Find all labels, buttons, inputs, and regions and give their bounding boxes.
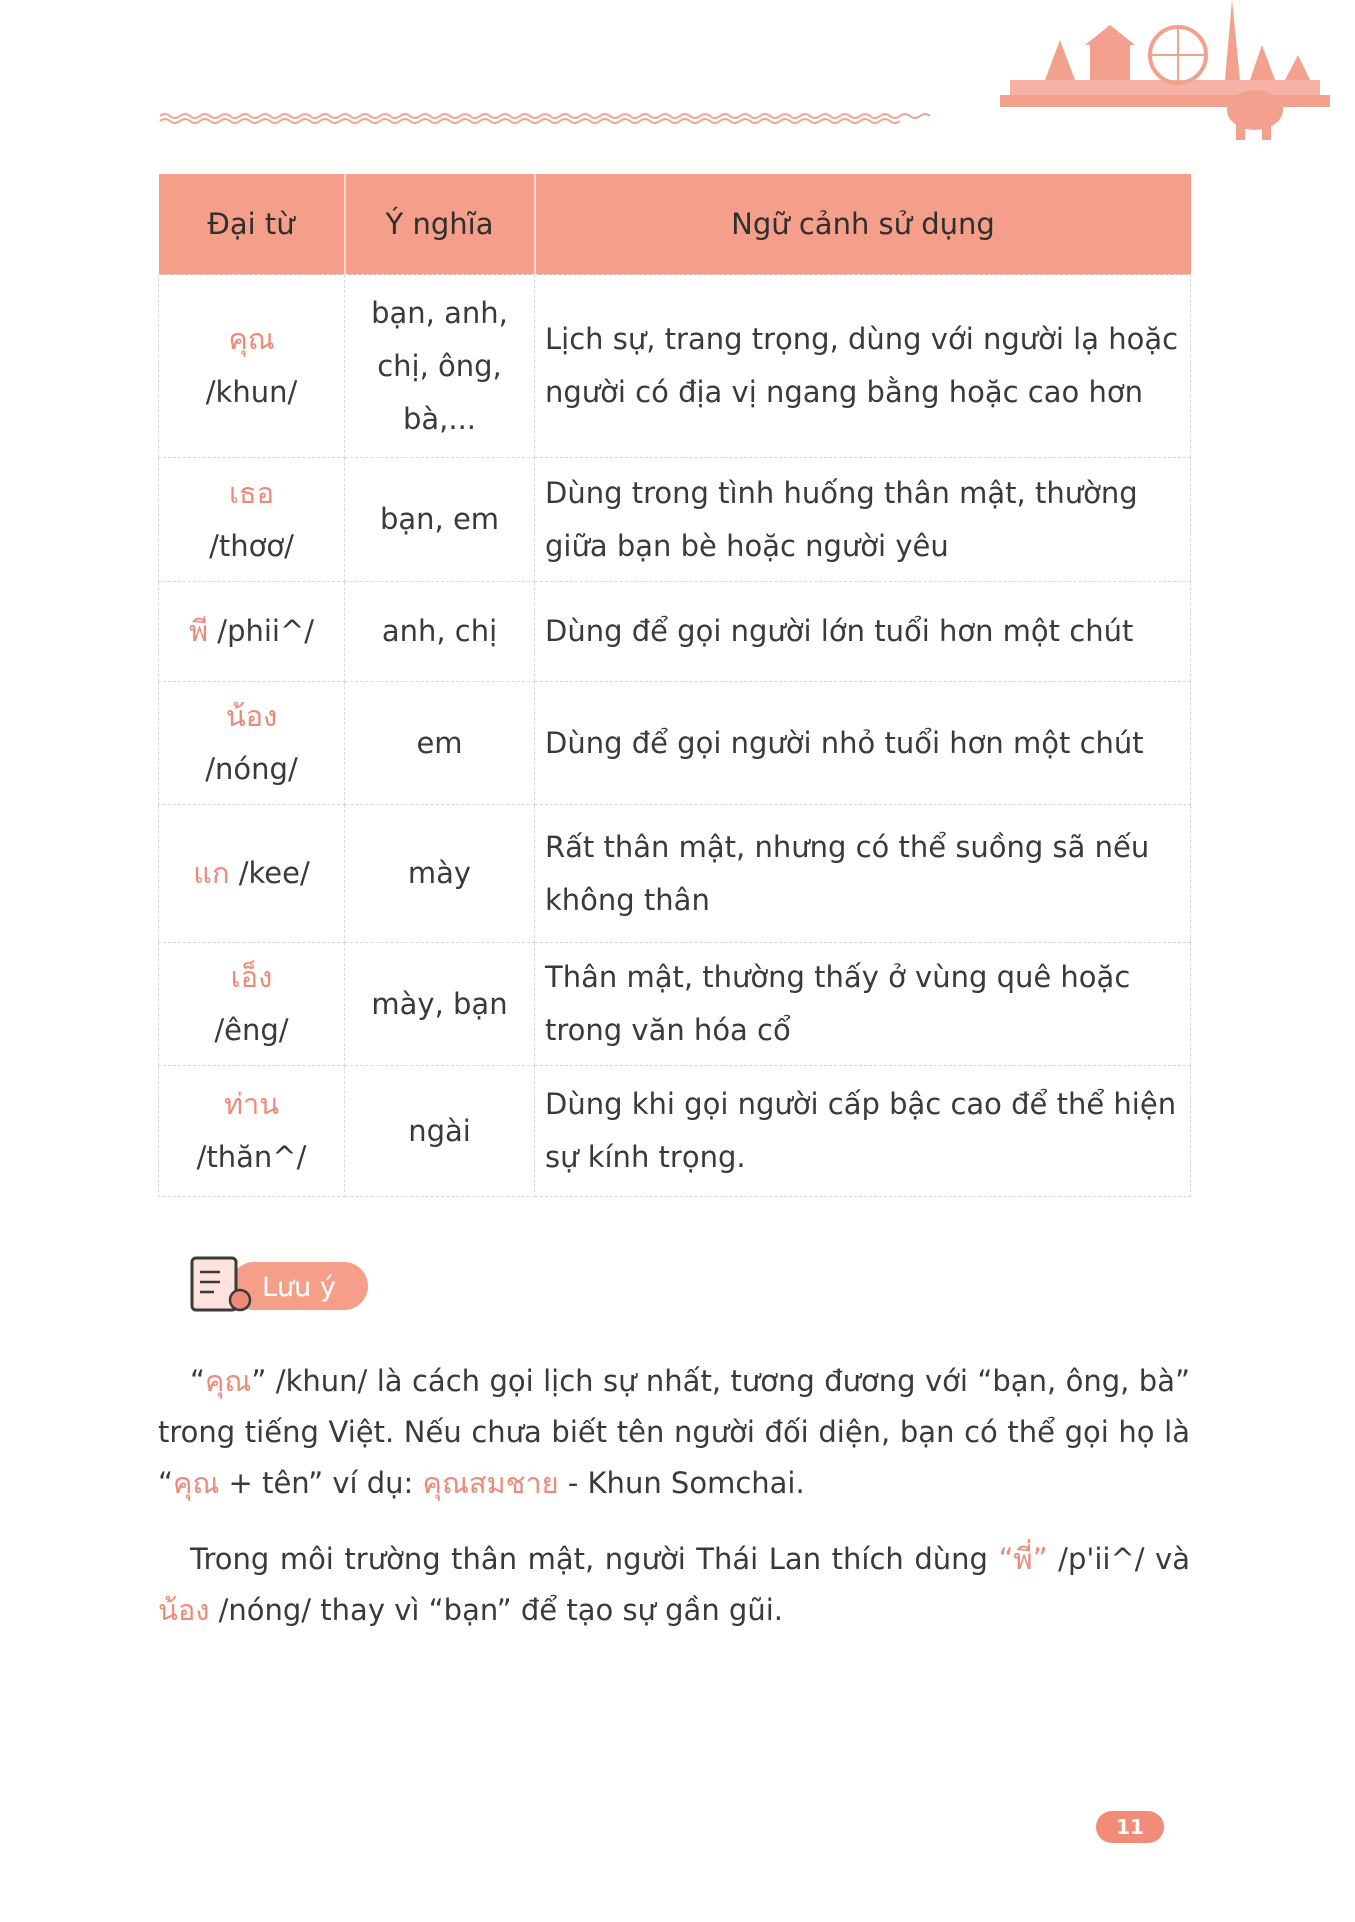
page-number: 11 xyxy=(1096,1811,1164,1843)
thai-pronoun: คุณ xyxy=(228,322,275,356)
header-context: Ngữ cảnh sử dụng xyxy=(535,174,1191,275)
table-header-row xyxy=(159,174,1191,275)
header-meaning: Ý nghĩa xyxy=(345,174,535,275)
pronoun-cell xyxy=(159,458,345,582)
table-row xyxy=(159,275,1191,458)
context-cell: Dùng trong tình huống thân mật, thường giữa bạn bè hoặc người yêu xyxy=(535,458,1191,582)
thai-pronoun: เอ็ง xyxy=(230,960,273,994)
p2-text-3: /nóng/ thay vì “bạn” để tạo sự gần gũi. xyxy=(209,1593,783,1627)
header-decoration xyxy=(0,0,1355,150)
header-pronoun: Đại từ xyxy=(159,174,345,275)
meaning-cell: bạn, anh, chị, ông, bà,... xyxy=(345,275,535,458)
romanization: /nóng/ xyxy=(205,752,298,786)
meaning-cell: ngài xyxy=(345,1066,535,1197)
romanization: /kee/ xyxy=(238,856,310,890)
table-row xyxy=(159,943,1191,1066)
meaning-cell: mày xyxy=(345,805,535,943)
context-cell: Dùng để gọi người nhỏ tuổi hơn một chút xyxy=(535,682,1191,805)
thai-pronoun: แก xyxy=(193,856,230,890)
table-row xyxy=(159,1066,1191,1197)
wavy-divider-2 xyxy=(160,119,900,123)
thai-skyline-icon xyxy=(1000,0,1330,140)
p2-thai-1: “พี่” xyxy=(998,1542,1048,1576)
p2-text-1: Trong môi trường thân mật, người Thái Lan thích dùng xyxy=(190,1542,999,1576)
pronoun-cell xyxy=(159,805,345,943)
p1-quote: “ xyxy=(190,1364,206,1398)
table-row xyxy=(159,805,1191,943)
p1-thai-2: คุณ xyxy=(173,1466,220,1500)
note-label: Lưu ý xyxy=(262,1272,336,1303)
context-cell: Dùng khi gọi người cấp bậc cao để thể hiện sự kính trọng. xyxy=(535,1066,1191,1197)
note-paragraph-1 xyxy=(158,1356,1190,1509)
p1-text-1: ” /khun/ là cách gọi lịch sự nhất, tương đương với “bạn, ông, bà” trong tiếng Việt. Nếu chưa biết tên người đối diện, bạn có thể gọi họ là “ xyxy=(158,1364,1190,1500)
p1-thai-1: คุณ xyxy=(205,1364,252,1398)
pronoun-cell xyxy=(159,943,345,1066)
thai-pronoun: เธอ xyxy=(228,475,275,510)
meaning-cell: em xyxy=(345,682,535,805)
romanization: /êng/ xyxy=(214,1013,289,1047)
pronoun-cell xyxy=(159,582,345,682)
note-badge xyxy=(190,1256,370,1316)
romanization: /phii^/ xyxy=(217,614,315,648)
thai-pronoun: พี xyxy=(188,614,209,648)
romanization: /thăn^/ xyxy=(196,1140,307,1174)
wavy-divider xyxy=(160,114,930,118)
pronoun-cell xyxy=(159,275,345,458)
note-paragraph-2 xyxy=(158,1534,1190,1636)
p1-thai-3: คุณสมชาย xyxy=(422,1466,559,1500)
p2-thai-2: น้อง xyxy=(158,1593,210,1627)
p1-text-2: + tên” ví dụ: xyxy=(219,1466,423,1500)
context-cell: Lịch sự, trang trọng, dùng với người lạ hoặc người có địa vị ngang bằng hoặc cao hơn xyxy=(535,275,1191,458)
meaning-cell: bạn, em xyxy=(345,458,535,582)
table-row xyxy=(159,458,1191,582)
pronoun-cell xyxy=(159,682,345,805)
romanization: /thơơ/ xyxy=(209,528,294,563)
context-cell: Thân mật, thường thấy ở vùng quê hoặc trong văn hóa cổ xyxy=(535,943,1191,1066)
meaning-cell: mày, bạn xyxy=(345,943,535,1066)
pronoun-table xyxy=(158,174,1191,1197)
thai-pronoun: น้อง xyxy=(225,699,278,733)
meaning-cell: anh, chị xyxy=(345,582,535,682)
thai-pronoun: ท่าน xyxy=(223,1087,280,1121)
pronoun-table-container xyxy=(158,174,1190,1197)
table-row xyxy=(159,582,1191,682)
p1-text-3: - Khun Somchai. xyxy=(558,1466,805,1500)
table-row xyxy=(159,682,1191,805)
context-cell: Dùng để gọi người lớn tuổi hơn một chút xyxy=(535,582,1191,682)
context-cell: Rất thân mật, nhưng có thể suồng sã nếu không thân xyxy=(535,805,1191,943)
romanization: /khun/ xyxy=(205,375,298,409)
pronoun-cell xyxy=(159,1066,345,1197)
p2-text-2: /p'ii^/ và xyxy=(1047,1542,1190,1576)
